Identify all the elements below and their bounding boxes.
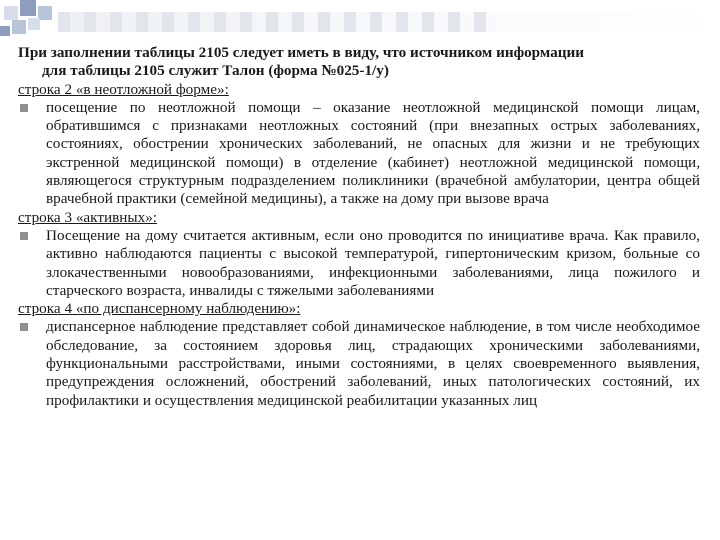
slide-content (18, 44, 700, 410)
list-item-text: Посещение на дому считается активным, если оно проводится по инициативе врача. Как правило, активно наблюдаются пациенты с высокой температурой, гипертоническим кризом, больные со злокачественными новообразованиями, инфекционными заболеваниями, лица пожилого и старческого возраста, инвалиды с тяжелыми заболеваниями (46, 226, 700, 299)
title-line-1: При заполнении таблицы 2105 следует иметь в виду, что источником информации (18, 44, 584, 61)
list-item-text: посещение по неотложной помощи – оказание неотложной медицинской помощи лицам, обратившимся с признаками неотложных состояний (при внезапных острых заболеваниях, состояниях, обострении хронических заболеваний, не опасных для жизни и не требующих экстренной медицинской помощи) в отделение (кабинет) неотложной медицинской помощи, являющегося структурным подразделением поликлиники (врачебной амбулатории, центра общей врачебной практики (семейной медицины), а также на дому при вызове врача (46, 98, 700, 208)
list-item-text: диспансерное наблюдение представляет собой динамическое наблюдение, в том числе необходимое обследование, за состоянием здоровья лиц, страдающих хроническими заболеваниями, функциональными расстройствами, иными состояниями, в целях своевременного выявления, предупреждения осложнений, обострений заболеваний, иных патологических состояний, их профилактики и осуществления медицинской реабилитации указанных лиц (46, 318, 700, 409)
square-bullet-icon (20, 104, 28, 112)
square-bullet-icon (20, 232, 28, 240)
section-heading-row-4: строка 4 «по диспансерному наблюдению»: (18, 300, 301, 318)
section-heading-row-2: строка 2 «в неотложной форме»: (18, 80, 229, 98)
list-item (18, 318, 700, 409)
title-line-2: для таблицы 2105 служит Талон (форма №025-1/у) (42, 62, 389, 80)
list-item (18, 99, 700, 209)
page-title (18, 44, 700, 81)
square-bullet-icon (20, 323, 28, 331)
decorative-squares (0, 0, 60, 40)
header-decor-bar (58, 12, 716, 32)
section-heading-row-3: строка 3 «активных»: (18, 208, 158, 226)
list-item (18, 227, 700, 300)
